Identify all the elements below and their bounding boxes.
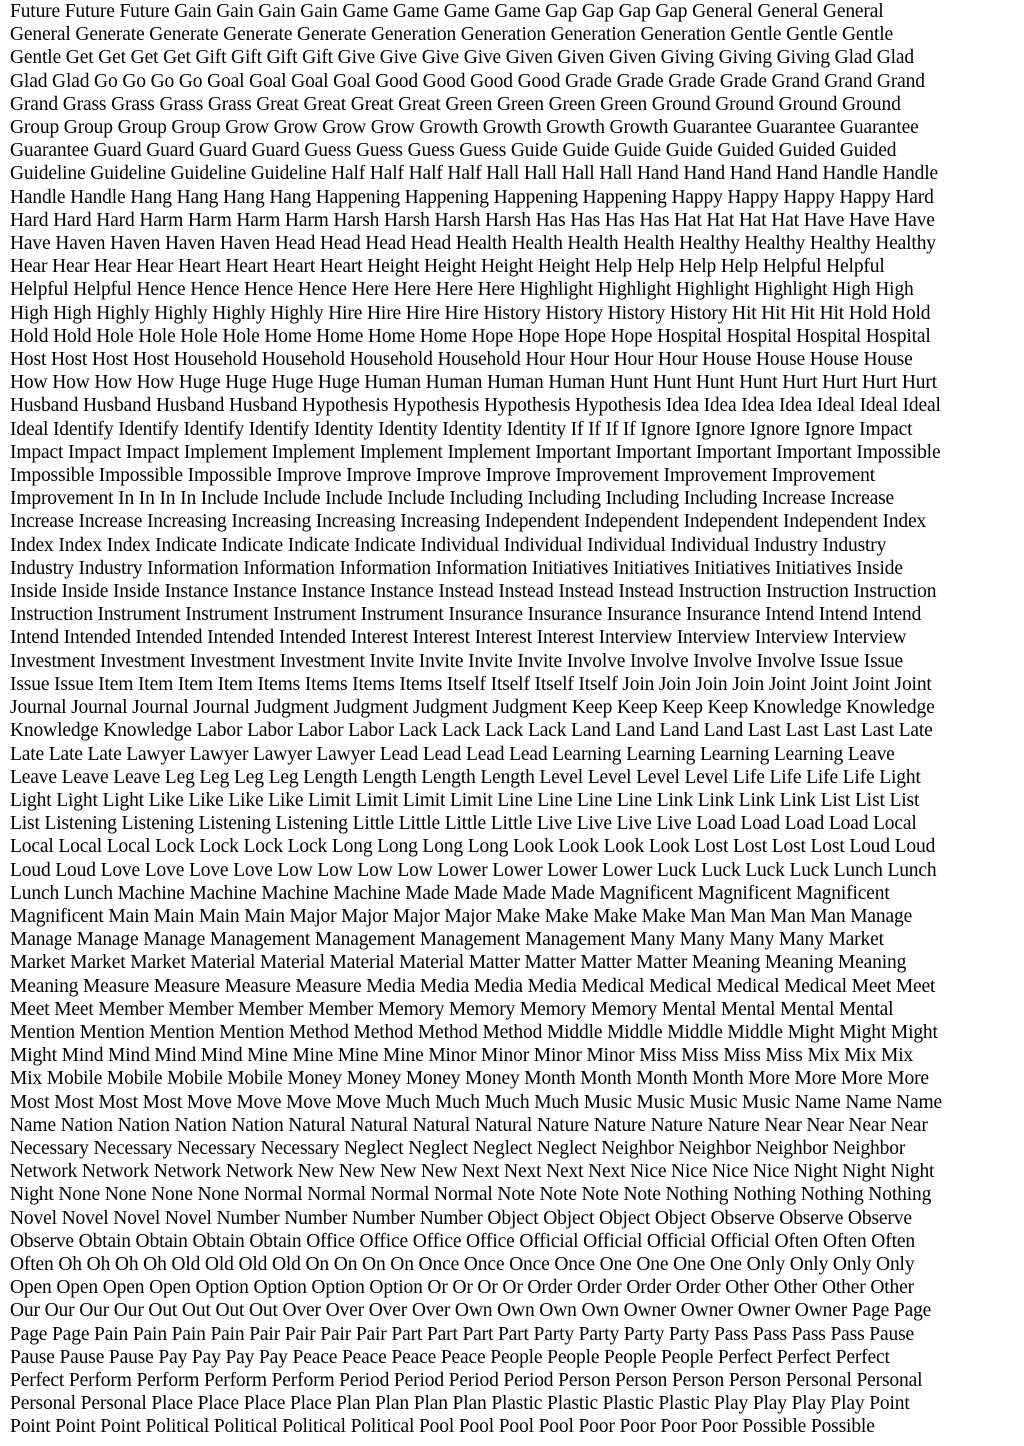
text-line: Future Future Future Gain Gain Gain Gain Game Game Game Game Gap Gap Gap Gap General General General <box>10 1 884 22</box>
text-line: Knowledge Knowledge Labor Labor Labor Labor Lack Lack Lack Lack Land Land Land Land Last Last Last Last Late <box>10 720 933 742</box>
text-line: Night None None None None Normal Normal Normal Normal Note Note Note Note Nothing Nothing Nothing Nothing <box>10 1184 932 1206</box>
text-line: Ideal Identify Identify Identify Identify Identity Identity Identity Identity If If If If Ignore Ignore Ignore Ignore Impact <box>10 418 913 440</box>
text-line: Mix Mobile Mobile Mobile Mobile Money Money Money Money Month Month Month Month More More More More <box>10 1068 929 1090</box>
text-line: Loud Loud Love Love Love Love Low Low Low Low Lower Lower Lower Lower Luck Luck Luck Luck Lunch Lunch <box>10 859 937 881</box>
text-line: Gentle Get Get Get Get Gift Gift Gift Gift Give Give Give Give Given Given Given Giving Giving Giving Glad Glad <box>10 47 914 69</box>
text-line: Open Open Open Open Option Option Option Option Or Or Or Or Order Order Order Order Other Other Other Other <box>10 1277 914 1299</box>
text-line: Helpful Helpful Hence Hence Hence Hence Here Here Here Here Highlight Highlight Highlight Highlight High High <box>10 279 914 301</box>
text-line: Magnificent Main Main Main Main Major Major Major Major Make Make Make Make Man Man Man Man Manage <box>10 905 913 927</box>
text-line: Novel Novel Novel Novel Number Number Number Number Object Object Object Object Observe Observe Observe <box>10 1207 912 1229</box>
text-line: Network Network Network Network New New New New Next Next Next Next Nice Nice Nice Nice Night Night Night <box>10 1161 935 1183</box>
text-line: Observe Obtain Obtain Obtain Obtain Office Office Office Office Official Official Official Official Often Often Often <box>10 1230 915 1252</box>
text-line: High High Highly Highly Highly Highly Hire Hire Hire Hire History History History History Hit Hit Hit Hit Hold Hold <box>10 302 931 324</box>
text-line: Handle Handle Hang Hang Hang Hang Happening Happening Happening Happening Happy Happy Happy Happy Hard <box>10 186 934 208</box>
text-line: Personal Personal Place Place Place Place Plan Plan Plan Plan Plastic Plastic Plastic Plastic Play Play Play Play Point <box>10 1393 910 1415</box>
text-line: Leave Leave Leave Leg Leg Leg Leg Length Length Length Length Level Level Level Level Life Life Life Life Light <box>10 766 921 788</box>
text-line: Have Haven Haven Haven Haven Head Head Head Head Health Health Health Health Healthy Healthy Healthy Healthy <box>10 233 936 255</box>
text-line: Most Most Most Most Move Move Move Move Much Much Much Much Music Music Music Music Name Name Name <box>10 1091 943 1113</box>
text-line: How How How How Huge Huge Huge Huge Human Human Human Human Hunt Hunt Hunt Hunt Hurt Hurt Hurt Hurt <box>10 372 937 394</box>
text-line: Page Page Pain Pain Pain Pain Pair Pair Pair Pair Part Part Part Part Party Party Party Party Pass Pass Pass Pass Pause <box>10 1323 915 1345</box>
text-line: Name Nation Nation Nation Nation Natural Natural Natural Natural Nature Nature Nature Nature Near Near Near Near <box>10 1114 928 1136</box>
text-line: Index Index Index Indicate Indicate Indicate Indicate Individual Individual Individual Individual Industry Industry <box>10 534 887 556</box>
text-line: Industry Industry Information Information Information Information Initiatives Initiatives Initiatives Initiatives Inside <box>10 557 903 579</box>
text-line: Point Point Point Political Political Political Political Pool Pool Pool Pool Poor Poor Poor Poor Possible Possible <box>10 1416 875 1438</box>
text-line: Hold Hold Hole Hole Hole Hole Home Home Home Home Hope Hope Hope Hope Hospital Hospital Hospital Hospital <box>10 325 931 347</box>
text-line: Glad Glad Go Go Go Go Goal Goal Goal Goal Good Good Good Good Grade Grade Grade Grade Grand Grand Grand <box>10 70 925 92</box>
text-line: Guarantee Guard Guard Guard Guard Guess Guess Guess Guess Guide Guide Guide Guide Guided Guided Guided <box>10 140 897 162</box>
text-line: Hear Hear Hear Hear Heart Heart Heart Heart Height Height Height Height Help Help Help Help Helpful Helpful <box>10 256 885 278</box>
text-line: List Listening Listening Listening Listening Little Little Little Little Live Live Live Live Load Load Load Load Local <box>10 813 917 835</box>
text-line: Impossible Impossible Impossible Improve Improve Improve Improve Improvement Improvement Improvement <box>10 465 876 487</box>
text-line: Meet Meet Member Member Member Member Memory Memory Memory Memory Mental Mental Mental Mental <box>10 998 894 1020</box>
text-line: Guideline Guideline Guideline Guideline Half Half Half Half Hall Hall Hall Hall Hand Hand Hand Hand Handle Handle <box>10 163 938 185</box>
text-line: Local Local Local Lock Lock Lock Lock Long Long Long Long Look Look Look Look Lost Lost Lost Lost Loud Loud <box>10 836 936 858</box>
text-line: Often Oh Oh Oh Oh Old Old Old Old On On On On Once Once Once Once One One One One Only Only Only Only <box>10 1253 915 1275</box>
text-line: Husband Husband Husband Husband Hypothesis Hypothesis Hypothesis Hypothesis Idea Idea Idea Idea Ideal Ideal Ideal <box>10 395 941 417</box>
text-line: Impact Impact Impact Implement Implement Implement Implement Important Important Important Important Impossible <box>10 441 941 463</box>
text-line: General Generate Generate Generate Generate Generation Generation Generation Generation Gentle Gentle Gentle <box>10 24 894 46</box>
text-line: Increase Increase Increasing Increasing Increasing Increasing Independent Independent Independent Independent Index <box>10 511 927 533</box>
text-line: Our Our Our Our Out Out Out Out Over Over Over Over Own Own Own Own Owner Owner Owner Owner Page Page <box>10 1300 932 1322</box>
text-line: Necessary Necessary Necessary Necessary Neglect Neglect Neglect Neglect Neighbor Neighbor Neighbor Neighbor <box>10 1137 906 1159</box>
text-line: Group Group Group Group Grow Grow Grow Grow Growth Growth Growth Growth Guarantee Guarantee Guarantee <box>10 117 919 139</box>
text-line: Pause Pause Pause Pay Pay Pay Pay Peace Peace Peace Peace People People People People Perfect Perfect Perfect <box>10 1346 890 1368</box>
document-text <box>10 0 1014 1439</box>
text-line: Investment Investment Investment Investment Invite Invite Invite Invite Involve Involve Involve Involve Issue Issue <box>10 650 904 672</box>
text-line: Hard Hard Hard Harm Harm Harm Harm Harsh Harsh Harsh Harsh Has Has Has Has Hat Hat Hat Hat Have Have Have <box>10 209 935 231</box>
text-line: Light Light Light Like Like Like Like Limit Limit Limit Limit Line Line Line Line Link Link Link Link List List List <box>10 789 920 811</box>
text-line: Market Market Market Material Material Material Material Matter Matter Matter Matter Meaning Meaning Meaning <box>10 952 907 974</box>
text-line: Host Host Host Host Household Household Household Household Hour Hour Hour Hour House House House House <box>10 349 913 371</box>
text-line: Mention Mention Mention Mention Method Method Method Method Middle Middle Middle Middle Might Might Might <box>10 1021 938 1043</box>
text-line: Perfect Perform Perform Perform Perform Period Period Period Period Person Person Person Person Personal Personal <box>10 1369 923 1391</box>
text-line: Issue Issue Item Item Item Item Items Items Items Items Itself Itself Itself Itself Join Join Join Join Joint Joint Joint Joint <box>10 673 932 695</box>
text-line: Might Mind Mind Mind Mind Mine Mine Mine Mine Minor Minor Minor Minor Miss Miss Miss Miss Mix Mix Mix <box>10 1045 914 1067</box>
text-line: Lunch Lunch Machine Machine Machine Machine Made Made Made Made Magnificent Magnificent Magnificent <box>10 882 890 904</box>
text-line: Late Late Late Lawyer Lawyer Lawyer Lawyer Lead Lead Lead Lead Learning Learning Learning Learning Leave <box>10 743 895 765</box>
text-line: Manage Manage Manage Management Management Management Management Many Many Many Many Market <box>10 929 884 951</box>
text-line: Meaning Measure Measure Measure Measure Media Media Media Media Medical Medical Medical Medical Meet Meet <box>10 975 936 997</box>
text-line: Grand Grass Grass Grass Grass Great Great Great Great Green Green Green Green Ground Ground Ground Ground <box>10 93 901 115</box>
text-line: Instruction Instrument Instrument Instrument Instrument Insurance Insurance Insurance Insurance Intend Intend Intend <box>10 604 922 626</box>
text-line: Journal Journal Journal Journal Judgment Judgment Judgment Judgment Keep Keep Keep Keep Knowledge Knowledge <box>10 697 935 719</box>
text-line: Intend Intended Intended Intended Intended Interest Interest Interest Interest Interview Interview Interview Interview <box>10 627 907 649</box>
text-line: Inside Inside Inside Instance Instance Instance Instance Instead Instead Instead Instead Instruction Instruction Instruction <box>10 581 937 603</box>
text-line: Improvement In In In In Include Include Include Include Including Including Including Including Increase Increase <box>10 488 895 510</box>
